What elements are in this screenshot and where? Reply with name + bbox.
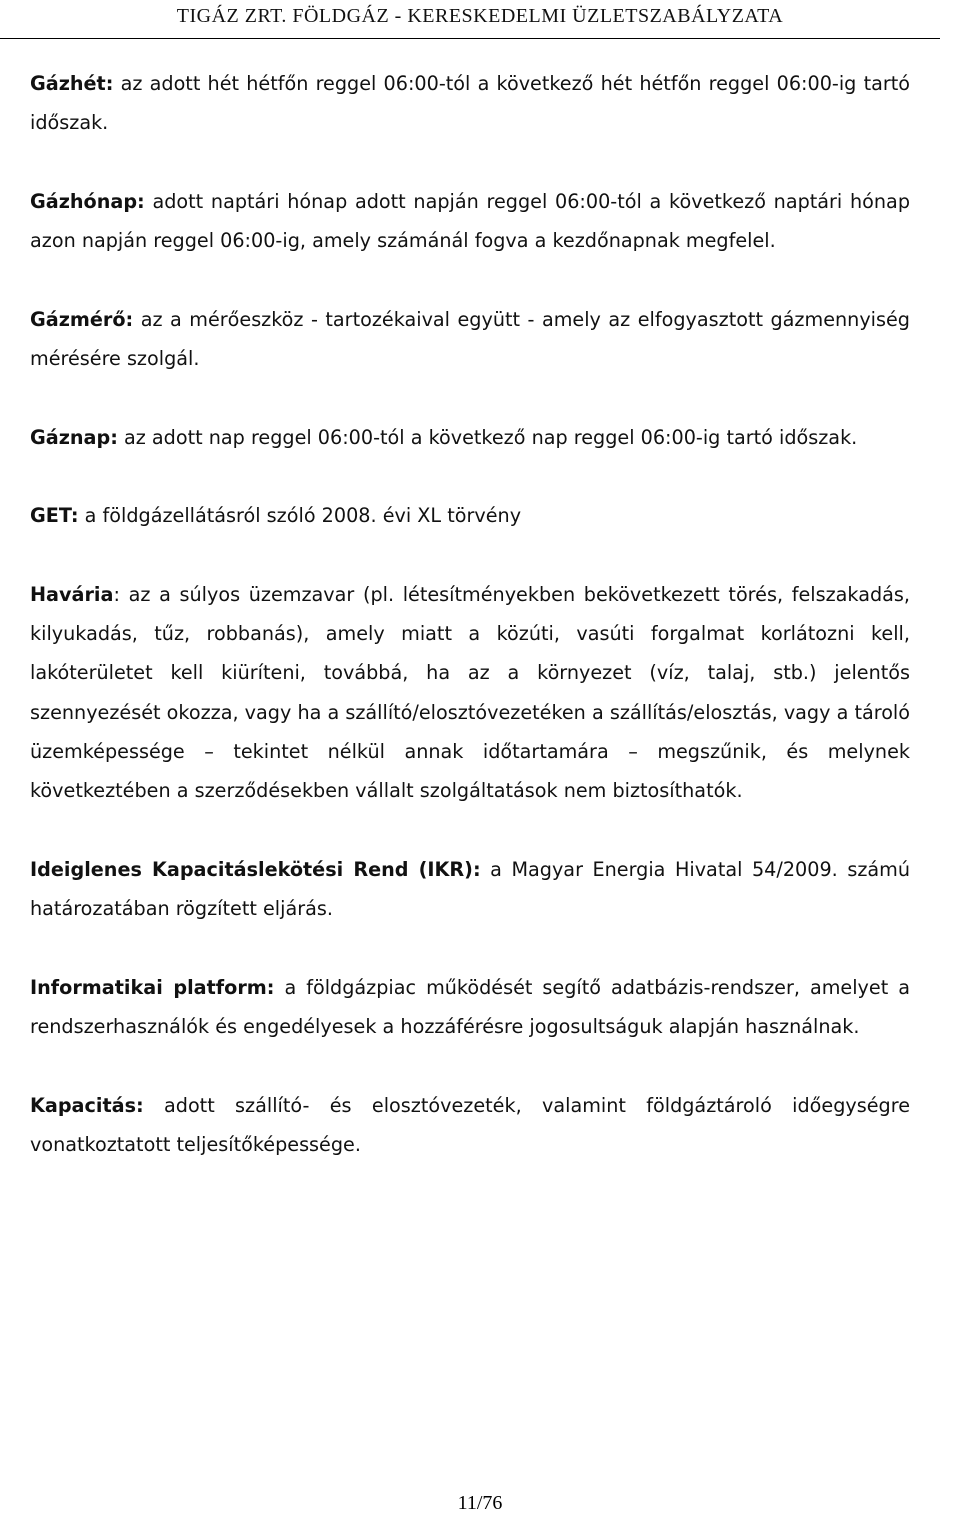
definition-text: az a mérőeszköz - tartozékaival együtt - amely az elfogyasztott gázmennyiség mérésére szolgál.: [30, 307, 910, 371]
document-title: TIGÁZ ZRT. FÖLDGÁZ - KERESKEDELMI ÜZLETSZABÁLYZATA: [176, 5, 784, 27]
definition-term: Gázhét:: [30, 72, 114, 95]
definition-term: Gáznap:: [30, 425, 118, 449]
definition-gaznap: [30, 418, 910, 457]
definition-term: Ideiglenes Kapacitáslekötési Rend (IKR):: [30, 857, 481, 881]
definition-text: : az a súlyos üzemzavar (pl. létesítményekben bekövetkezett törés, felszakadás, kilyukadás, tűz, robbanás), amely miatt a közúti, vasúti forgalmat korlátozni kell, lakóterületet kell kiüríteni, továbbá, ha az a környezet (víz, talaj, stb.) jelentős szennyezését okozza, vagy ha a szállító/elosztóvezetéken a szállítás/elosztás, vagy a tároló üzemképessége – tekintet nélkül annak időtartamára – megszűnik, és melynek következtében a szerződésekben vállalt szolgáltatások nem biztosíthatók.: [30, 582, 910, 803]
definition-informatikai-platform: [30, 968, 910, 1047]
definition-term: Gázmérő:: [30, 307, 134, 331]
page-header: [0, 0, 960, 36]
definition-term: Kapacitás:: [30, 1093, 144, 1117]
definition-term: Havária: [30, 582, 114, 606]
definition-ikr: [30, 850, 910, 929]
definition-text: adott szállító- és elosztóvezeték, valamint földgáztároló időegységre vonatkoztatott teljesítőképessége.: [30, 1093, 910, 1157]
definition-text: a földgázpiac működését segítő adatbázis-rendszer, amelyet a rendszerhasználók és engedélyesek a hozzáférésre jogosultságuk alapján használnak.: [30, 975, 910, 1039]
definition-gazmero: [30, 300, 910, 379]
definition-text: a földgázellátásról szóló 2008. évi XL törvény: [78, 504, 522, 528]
definition-get: [30, 496, 910, 535]
definition-term: Informatikai platform:: [30, 975, 275, 999]
definition-gazhet: [30, 64, 910, 143]
definition-text: az adott nap reggel 06:00-tól a következő nap reggel 06:00-ig tartó időszak.: [117, 425, 858, 449]
definition-gazhonap: [30, 182, 910, 261]
definition-kapacitas: [30, 1086, 910, 1165]
header-divider: [0, 38, 940, 39]
definitions-list: [30, 64, 910, 1164]
definition-text: az adott hét hétfőn reggel 06:00-tól a következő hét hétfőn reggel 06:00-ig tartó időszak.: [30, 72, 910, 135]
page-number: 11/76: [457, 1492, 503, 1514]
definition-term: GET:: [30, 504, 79, 528]
definition-text: a Magyar Energia Hivatal 54/2009. számú határozatában rögzített eljárás.: [30, 857, 910, 921]
definition-text: adott naptári hónap adott napján reggel 06:00-tól a következő naptári hónap azon napján reggel 06:00-ig, amely számánál fogva a kezdőnapnak megfelel.: [30, 189, 910, 253]
definition-havaria: [30, 575, 910, 811]
definition-term: Gázhónap:: [30, 189, 145, 213]
